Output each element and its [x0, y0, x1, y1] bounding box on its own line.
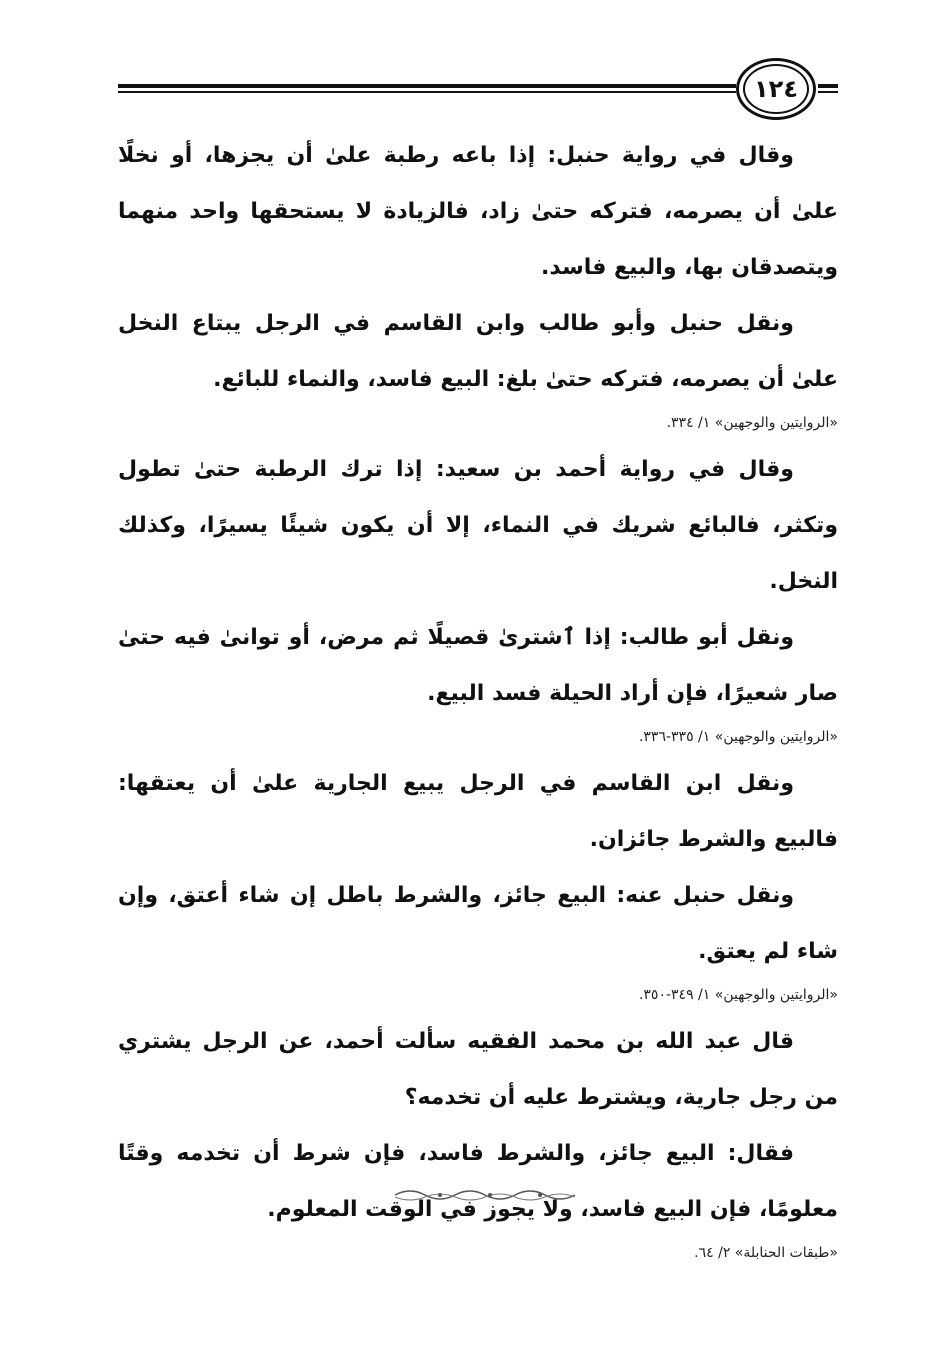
paragraph: ونقل أبو طالب: إذا ٱشترىٰ قصيلًا ثم مرض، أو توانىٰ فيه حتىٰ صار شعيرًا، فإن أراد الحيلة فسد البيع.: [118, 625, 838, 706]
reference-citation: «الروايتين والوجهين» ١/ ٣٤٩-٣٥٠.: [638, 987, 838, 1003]
paragraph: قال عبد الله بن محمد الفقيه سألت أحمد، عن الرجل يشتري من رجل جارية، ويشترط عليه أن تخدمه؟: [118, 1029, 838, 1110]
reference-citation: «طبقات الحنابلة» ٢/ ٦٤.: [694, 1245, 838, 1261]
paragraph: [118, 1126, 838, 1238]
paragraph: وقال في رواية حنبل: إذا باعه رطبة علىٰ أن يجزها، أو نخلًا علىٰ أن يصرمه، فتركه حتىٰ زاد، فالزيادة لا يستحقها واحد منهما ويتصدقان بها، والبيع فاسد.: [118, 143, 838, 280]
page-body: [118, 128, 838, 1272]
paragraph: وقال في رواية أحمد بن سعيد: إذا ترك الرطبة حتىٰ تطول وتكثر، فالبائع شريك في النماء، إلا أن يكون شيئًا يسيرًا، وكذلك النخل.: [118, 457, 838, 594]
section-end-ornament: [390, 1185, 590, 1205]
header-rule-left: [118, 84, 736, 94]
paragraph-lead: فقال:: [727, 1141, 794, 1166]
page-number: ١٢٤: [754, 75, 798, 103]
page-number-badge: [736, 58, 816, 120]
reference-citation: «الروايتين والوجهين» ١/ ٣٣٤.: [666, 415, 838, 431]
reference-citation: «الروايتين والوجهين» ١/ ٣٣٥-٣٣٦.: [638, 729, 838, 745]
paragraph-text: البيع جائز، والشرط فاسد، فإن شرط أن تخدمه وقتًا معلومًا، فإن البيع فاسد، ولا يجوز في الوقت المعلوم.: [118, 1141, 838, 1222]
paragraph: ونقل ابن القاسم في الرجل يبيع الجارية علىٰ أن يعتقها: فالبيع والشرط جائزان.: [118, 771, 838, 852]
paragraph: ونقل حنبل عنه: البيع جائز، والشرط باطل إن شاء أعتق، وإن شاء لم يعتق.: [118, 883, 838, 964]
header-rule-right: [818, 84, 838, 94]
paragraph: ونقل حنبل وأبو طالب وابن القاسم في الرجل يبتاع النخل علىٰ أن يصرمه، فتركه حتىٰ بلغ: البيع فاسد، والنماء للبائع.: [118, 311, 838, 392]
